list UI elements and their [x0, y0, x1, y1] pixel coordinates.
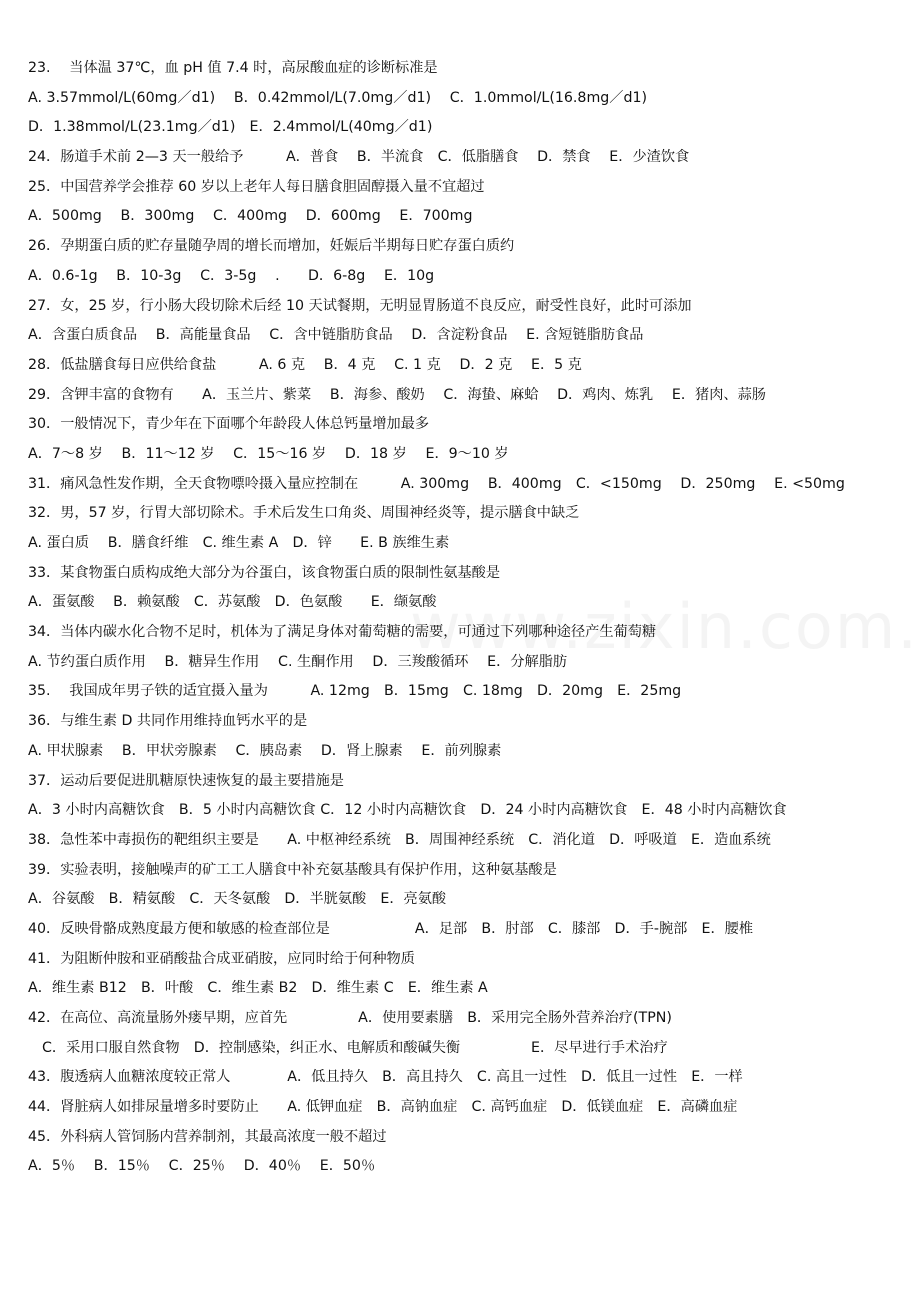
- question-33-options: A．蛋氨酸 B．赖氨酸 C．苏氨酸 D．色氨酸 E．缬氨酸: [28, 594, 437, 611]
- question-28: 28．低盐膳食每日应供给食盐 A. 6 克 B．4 克 C. 1 克 D．2 克 E．5 克: [28, 356, 582, 373]
- question-40: 40．反映骨骼成熟度最方便和敏感的检查部位是 A．足部 B．肘部 C．膝部 D．手-腕部 E．腰椎: [28, 920, 754, 937]
- question-30-options: A．7～8 岁 B．11～12 岁 C．15～16 岁 D．18 岁 E．9～10 岁: [28, 445, 509, 462]
- question-36-options: A. 甲状腺素 B．甲状旁腺素 C．胰岛素 D．肾上腺素 E．前列腺素: [28, 742, 502, 759]
- question-26-options: A．0.6-1g B．10-3g C．3-5g . D．6-8g E．10g: [28, 267, 435, 284]
- question-41-stem: 41．为阻断仲胺和亚硝酸盐合成亚硝胺，应同时给于何种物质: [28, 950, 415, 967]
- question-37-stem: 37．运动后要促进肌糖原快速恢复的最主要措施是: [28, 772, 344, 789]
- question-23-options-line1: A. 3.57mmol/L(60mg／d1) B．0.42mmol/L(7.0mg／d1) C．1.0mmol/L(16.8mg／d1): [28, 89, 648, 106]
- question-27-options: A．含蛋白质食品 B．高能量食品 C．含中链脂肪食品 D．含淀粉食品 E. 含短链脂肪食品: [28, 327, 644, 344]
- question-38: 38．急性苯中毒损伤的靶组织主要是 A. 中枢神经系统 B．周围神经系统 C．消化道 D．呼吸道 E．造血系统: [28, 831, 771, 848]
- question-44: 44．肾脏病人如排尿量增多时要防止 A. 低钾血症 B．高钠血症 C. 高钙血症 D．低镁血症 E．高磷血症: [28, 1099, 738, 1116]
- question-24: 24．肠道手术前 2—3 天一般给予 A．普食 B．半流食 C．低脂膳食 D．禁食 E．少渣饮食: [28, 149, 690, 166]
- question-45-stem: 45．外科病人管饲肠内营养制剂，其最高浓度一般不超过: [28, 1128, 387, 1145]
- question-35: 35. 我国成年男子铁的适宜摄入量为 A. 12mg B．15mg C. 18mg D．20mg E．25mg: [28, 683, 682, 700]
- question-32-options: A. 蛋白质 B．膳食纤维 C. 维生素 A D．锌 E. B 族维生素: [28, 535, 450, 551]
- question-23-options-line2: D．1.38mmol/L(23.1mg／d1) E．2.4mmol/L(40mg／d1): [28, 119, 433, 136]
- question-43: 43．腹透病人血糖浓度较正常人 A．低且持久 B．高且持久 C. 高且一过性 D．低且一过性 E．一样: [28, 1069, 743, 1086]
- question-26-stem: 26．孕期蛋白质的贮存量随孕周的增长而增加，妊娠后半期每日贮存蛋白质约: [28, 238, 515, 255]
- question-36-stem: 36．与维生素 D 共同作用维持血钙水平的是: [28, 713, 308, 730]
- question-25-options: A．500mg B．300mg C．400mg D．600mg E．700mg: [28, 208, 473, 225]
- question-41-options: A．维生素 B12 B．叶酸 C．维生素 B2 D．维生素 C E．维生素 A: [28, 980, 488, 997]
- question-39-options: A．谷氨酸 B．精氨酸 C．天冬氨酸 D．半胱氨酸 E．亮氨酸: [28, 891, 447, 908]
- question-42-stem: 42．在高位、高流量肠外瘘早期，应首先 A．使用要素膳 B．采用完全肠外营养治疗(TPN): [28, 1010, 672, 1026]
- question-34-stem: 34．当体内碳水化合物不足时，机体为了满足身体对葡萄糖的需要，可通过下列哪种途径产生葡萄糖: [28, 624, 657, 641]
- question-list: [28, 54, 918, 1182]
- question-30-stem: 30．一般情况下，青少年在下面哪个年龄段人体总钙量增加最多: [28, 416, 430, 433]
- question-31: 31．痛风急性发作期，全天食物嘌呤摄入量应控制在 A. 300mg B．400mg C．<150mg D．250mg E. <50mg: [28, 475, 845, 492]
- question-25-stem: 25．中国营养学会推荐 60 岁以上老年人每日膳食胆固醇摄入量不宜超过: [28, 178, 485, 195]
- question-34-options: A. 节约蛋白质作用 B．糖异生作用 C. 生酮作用 D．三羧酸循环 E．分解脂肪: [28, 653, 568, 670]
- question-37-options: A．3 小时内高糖饮食 B．5 小时内高糖饮食 C．12 小时内高糖饮食 D．24 小时内高糖饮食 E．48 小时内高糖饮食: [28, 802, 787, 819]
- question-29: 29．含钾丰富的食物有 A．玉兰片、紫菜 B．海参、酸奶 C．海蛰、麻蛤 D．鸡肉、炼乳 E．猪肉、蒜肠: [28, 386, 766, 403]
- question-39-stem: 39．实验表明，接触噪声的矿工工人膳食中补充氨基酸具有保护作用，这种氨基酸是: [28, 861, 557, 878]
- question-23-stem: 23. 当体温 37℃，血 pH 值 7.4 时，高尿酸血症的诊断标准是: [28, 60, 438, 76]
- question-42-options: C．采用口服自然食物 D．控制感染，纠正水、电解质和酸碱失衡 E．尽早进行手术治疗: [42, 1039, 668, 1056]
- question-27-stem: 27．女，25 岁，行小肠大段切除术后经 10 天试餐期，无明显胃肠道不良反应，耐受性良好，此时可添加: [28, 297, 692, 314]
- question-33-stem: 33．某食物蛋白质构成绝大部分为谷蛋白，该食物蛋白质的限制性氨基酸是: [28, 564, 501, 581]
- question-45-options: A．5％ B．15％ C．25％ D．40％ E．50％: [28, 1158, 376, 1175]
- question-32-stem: 32．男，57 岁，行胃大部切除术。手术后发生口角炎、周围神经炎等，提示膳食中缺乏: [28, 505, 580, 522]
